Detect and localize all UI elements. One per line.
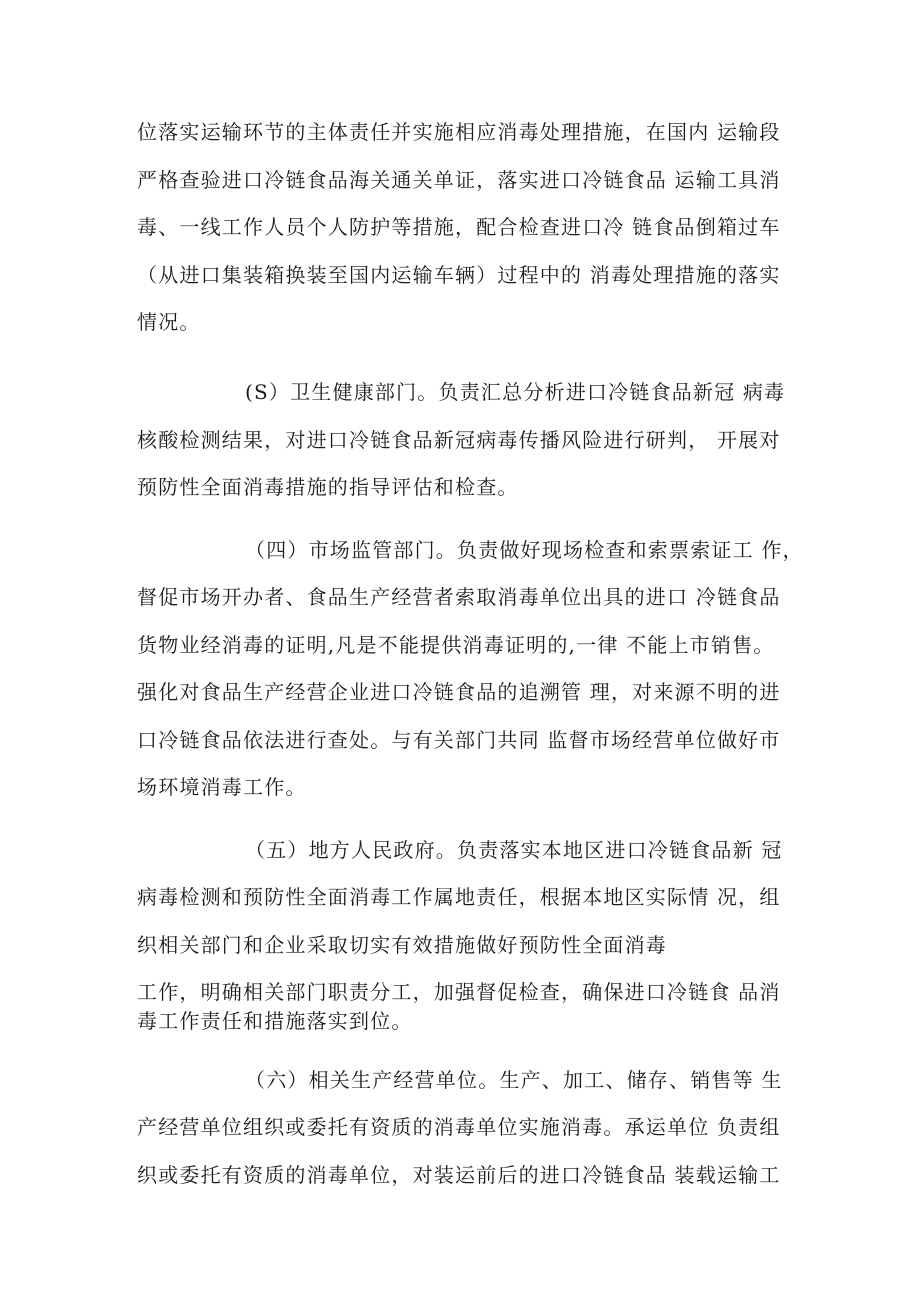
section-heading-line: (S）卫生健康部门。负责汇总分析进口冷链食品新冠 病毒 — [245, 380, 786, 404]
text-line: 病毒检测和预防性全面消毒工作属地责任，根据本地区实际情 况，组 — [137, 885, 781, 909]
text-line: 位落实运输环节的主体责任并实施相应消毒处理措施，在国内 运输段 — [137, 120, 781, 144]
text-line: 督促市场开办者、食品生产经营者索取消毒单位出具的进口 冷链食品 — [137, 585, 781, 609]
text-line: 场环境消毒工作。 — [137, 775, 307, 799]
section-heading-line: （四）市场监管部门。负责做好现场检查和索票索证工 作， — [245, 538, 804, 562]
text-line: 货物业经消毒的证明,凡是不能提供消毒证明的,一律 不能上市销售。 — [137, 633, 775, 657]
text-line: 毒、一线工作人员个人防护等措施，配合检查进口冷 链食品倒箱过车 — [137, 215, 781, 239]
text-line: 核酸检测结果，对进口冷链食品新冠病毒传播风险进行研判， 开展对 — [137, 428, 781, 452]
text-line: 产经营单位组织或委托有资质的消毒单位实施消毒。承运单位 负责组 — [137, 1115, 781, 1139]
text-line: 织相关部门和企业采取切实有效措施做好预防性全面消毒 — [137, 933, 667, 957]
text-line: 织或委托有资质的消毒单位，对装运前后的进口冷链食品 装载运输工 — [137, 1163, 781, 1187]
section-heading-line: （六）相关生产经营单位。生产、加工、储存、销售等 生 — [245, 1068, 783, 1092]
section-heading-line: （五）地方人民政府。负责落实本地区进口冷链食品新 冠 — [245, 838, 783, 862]
text-line: 预防性全面消毒措施的指导评估和检查。 — [137, 475, 519, 499]
text-line: 工作，明确相关部门职责分工，加强督促检查，确保进口冷链食 品消 — [137, 980, 781, 1004]
text-line: 口冷链食品依法进行查处。与有关部门共同 监督市场经营单位做好市 — [137, 728, 781, 752]
text-line: 严格查验进口冷链食品海关通关单证，落实进口冷链食品 运输工具消 — [137, 168, 781, 192]
text-line: 情况。 — [137, 310, 201, 334]
text-line: 毒工作责任和措施落实到位。 — [137, 1009, 413, 1033]
text-line: 强化对食品生产经营企业进口冷链食品的追溯管 理，对来源不明的进 — [137, 680, 781, 704]
text-line: （从进口集装箱换装至国内运输车辆）过程中的 消毒处理措施的落实 — [137, 263, 781, 287]
